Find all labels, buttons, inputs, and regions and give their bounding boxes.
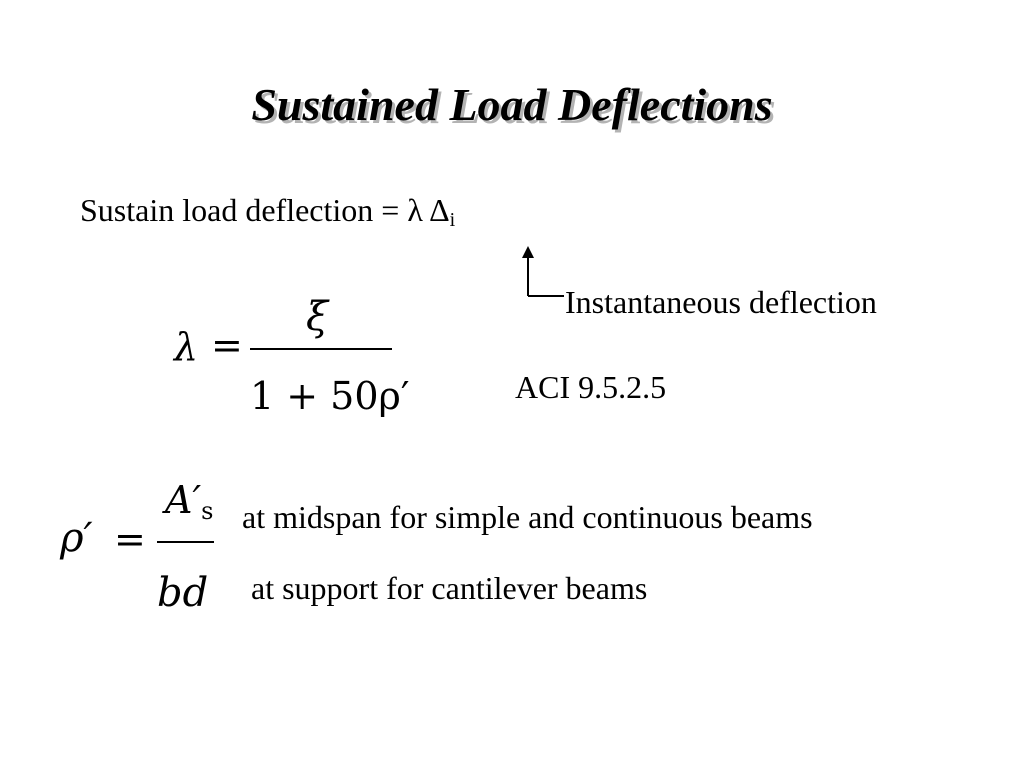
- equals-sign: =: [114, 517, 146, 561]
- rho-prime-symbol: ρ′: [60, 515, 93, 561]
- up-arrow-icon: [510, 244, 570, 304]
- sustain-load-equation: [80, 192, 455, 232]
- rho-numerator: [165, 478, 213, 525]
- aci-reference: ACI 9.5.2.5: [515, 369, 667, 405]
- fraction-bar: [157, 541, 214, 543]
- fraction-bar: [250, 348, 392, 350]
- delta-subscript: i: [449, 209, 456, 231]
- sustain-equation-text: Sustain load deflection = λ Δ: [80, 192, 450, 228]
- xi-numerator: ξ: [306, 294, 329, 340]
- area-steel-symbol: A′: [165, 478, 202, 522]
- instantaneous-deflection-label: Instantaneous deflection: [565, 284, 877, 320]
- support-label: at support for cantilever beams: [251, 570, 648, 606]
- lambda-denominator: 1 + 50ρ′: [250, 374, 410, 418]
- midspan-label: at midspan for simple and continuous beams: [242, 499, 813, 535]
- lambda-symbol: λ: [174, 325, 199, 369]
- slide-title: Sustained Load Deflections: [251, 79, 773, 130]
- equals-sign: =: [211, 323, 243, 367]
- rho-denominator: bd: [157, 570, 209, 616]
- area-steel-subscript: s: [201, 497, 214, 525]
